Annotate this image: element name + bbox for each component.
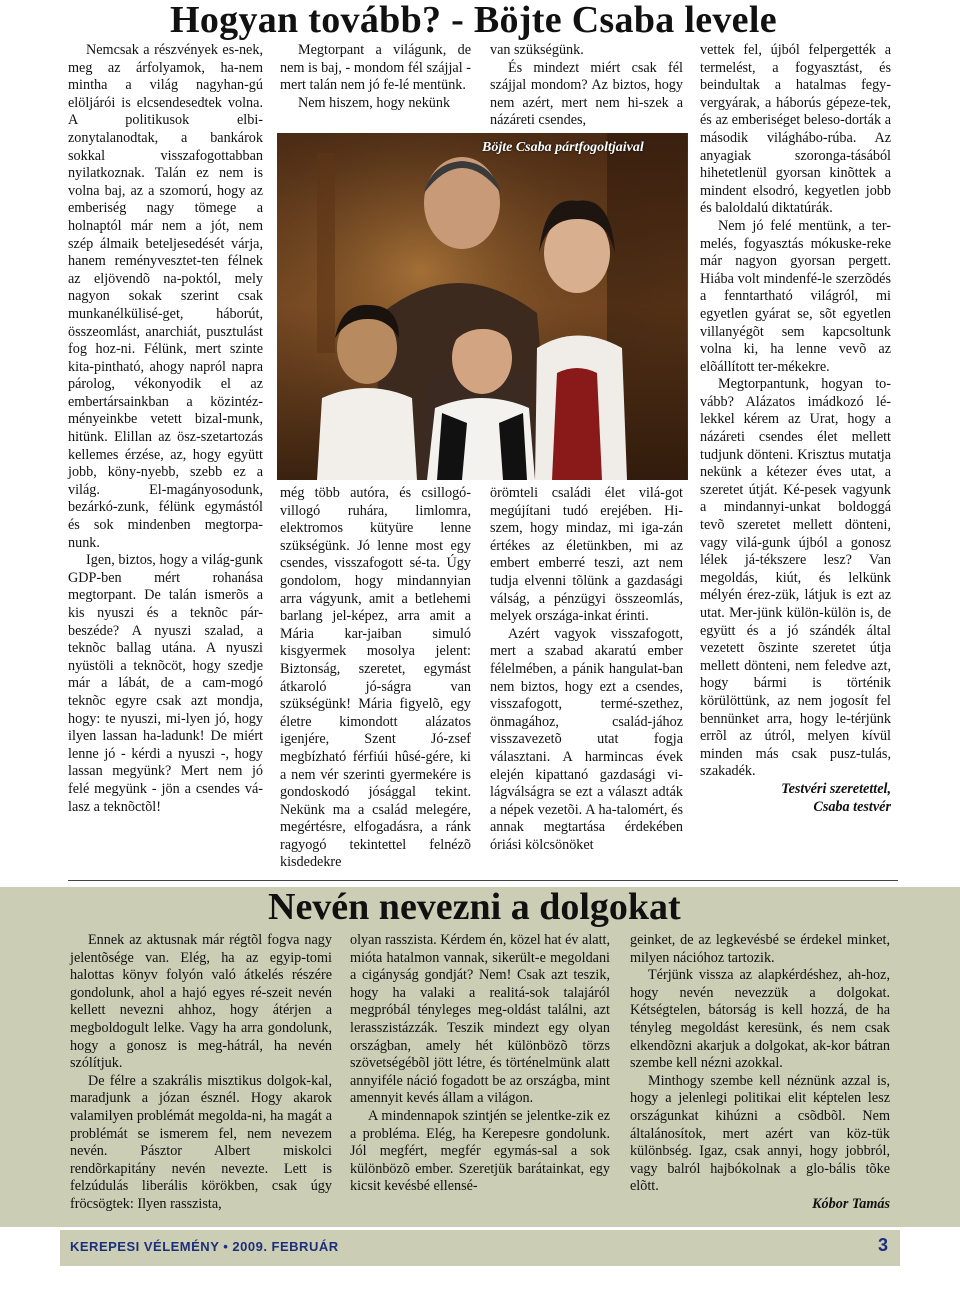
article2-title: Nevén nevezni a dolgokat [268, 886, 681, 928]
paragraph: Nem jó felé mentünk, a ter-melés, fogyasztás mókuske-reke már nagyon gyorsan pergett. Hiába volt mindenfé-le szerzõdés a fenntartható világról, mi egyetlen gyárat se, sõt egyetlen villanyégõt sem kapcsoltunk volna ki, ha lenne vevõ az elõállított ter-mékekre. [700, 217, 891, 375]
paragraph: És mindezt miért csak fél szájjal mondom? Az biztos, hogy nem azért, mert nem hi-szek a názáreti csendes, [490, 59, 683, 129]
article2-column-1 [70, 932, 332, 1214]
article1-column-3-bottom [490, 485, 683, 854]
publication-name: KEREPESI VÉLEMÉNY • 2009. FEBRUÁR [70, 1239, 339, 1254]
article1-column-4 [700, 42, 891, 816]
paragraph: Igen, biztos, hogy a világ-gunk GDP-ben mért rohanása megtorpant. De talán ismerõs a kis nyuszi és a teknõc pár-beszéde? A nyuszi szalad, a teknõc ballag utána. A nyuszi nyüstöli a teknõcöt, hogy szedje már a lábát, de a cam-mogó teknõc egyre csak azt mondja, hogy: te nyuszi, mi-lyen jó, hogy ilyen lassan ha-ladunk! De miért lenne jó - kérdi a nyuszi -, hogy lassan megyünk? Mert nem jó felé megyünk - jön a csendes vá-lasz a teknõctõl! [68, 552, 263, 815]
paragraph: Térjünk vissza az alapkérdéshez, ah-hoz, hogy nevén nevezzük a dolgokat. Kétségtelen, bátorság is kell hozzá, de ha tényleg megoldást keresünk, és nem csak elkendõzni akarjuk a dolgokat, ak-kor bátran szembe kell nézni azokkal. [630, 967, 890, 1072]
photo-illustration [277, 133, 688, 480]
page-number: 3 [878, 1235, 889, 1255]
paragraph: Azért vagyok visszafogott, mert a szabad akaratú ember félelmében, a pánik hangulat-ban nem biztos, hogy ezt a csendes, visszafogott, termé-szethez, önmagához, család-jához visszavezetõ utat fogja választani. A harmincas évek elején kipattanó gazdasági vi-lágválságra se ezt a választ adták a népek vezetõi. A ha-talomért, és annak megtartása érdekében óriási kölcsönöket [490, 625, 683, 853]
paragraph: Minthogy szembe kell néznünk azzal is, hogy a jelenlegi politikai elit képtelen lesz országunkat kihúzni a csõdbõl. Nem általánosítok, mert azért van köz-tük különbség. Igaz, csak annyi, hogy jobbról, vagy balról hajbókolnak a glo-bális tõke elõtt. [630, 1072, 890, 1195]
divider-rule [68, 880, 898, 881]
paragraph: Nemcsak a részvények es-nek, meg az árfolyamok, ha-nem mintha a világ nagyhan-gú elöljárói is elcsendesedtek volna. A politikusok elbi-zonytalanodtak, a bankárok sokkal visszafogottabban nyilatkoznak. Talán ez nem is volna baj, az a szomorú, hogy az emberiség nagy tömege a holnaptól már nem a jót, nem szép álmaik beteljesedését várja, hanem reményvesztet-ten félnek az eljövendõ na-poktól, mely nagyon sokak szerint csak munkanélkülisé-get, háborút, összeomlást, anarchiát, pusztulást fog hoz-ni. Félünk, mert szinte kita-pintható, ahogy napról napra párolog, vékonyodik el az embertársainkban a közintéz-ményeinkbe vetett bizal-munk, hitünk. Elillan az ösz-szetartozás kellemes érzése, az, hogy együtt jobb, köny-nyebb, szebb ez a világ. El-magányosodunk, bezárkó-zunk, félünk egymástól és sok mindenben megtorpa-nunk. [68, 42, 263, 551]
paragraph: Nem hiszem, hogy nekünk [298, 94, 451, 111]
paragraph: De félre a szakrális misztikus dolgok-kal, maradjunk a józan észnél. Hogy akarok valamilyen problémát megolda-ni, ha magát a problémát se ismerem fel, nem nevezem nevén. Pásztor Albert miskolci rendõrkapitány nevén nevezte. Lett is felzúdulás liberális körökben, csak úgy fröcsögtek: Ilyen rasszista, [70, 1072, 332, 1212]
paragraph: geinket, de az legkevésbé se érdekel minket, milyen nációhoz tartozik. [630, 932, 890, 966]
paragraph: örömteli családi élet vilá-got megújítani tudó erejében. Hi-szem, hogy mindaz, mi iga-zán értékes az életünkben, mi az embert emberré teszi, azt nem tudja elvenni tõlünk a gazdasági válság, a pénzügyi összeomlás, melyek országa-inkat érinti. [490, 485, 683, 625]
signature-line-1: Testvéri szeretettel, [781, 780, 891, 797]
author-name: Kóbor Tamás [812, 1195, 890, 1212]
article2-column-3 [630, 932, 890, 1214]
paragraph: vettek fel, újból felpergették a termelést, a fogyasztást, és beindultak a hatalmas fegy-vergyárak, a háborús gépeze-tek, és az emberiséget beleso-dorták a második világhábo-rúba. Az anyagiak szoronga-tásából hihetetlenül gyorsan kinõttek a mindent elsodró, kegyetlen jobb és baloldalú diktatúrák. [700, 42, 891, 217]
paragraph: van szükségünk. [490, 42, 584, 58]
article1-column-1 [68, 42, 263, 816]
article2-column-2 [350, 932, 610, 1196]
paragraph: Ennek az aktusnak már régtõl fogva nagy jelentõsége van. Elég, ha az egyip-tomi halottas könyv folyón való átkelés részére gondolunk, ahol a hajó egyes ré-szeit nevén kellett nevezni ahhoz, hogy átérjen a megboldogult lelke. Vagy ha arra gondolunk, hogy a gonosz is meg-hátrál, ha nevén szólítjuk. [70, 932, 332, 1072]
paragraph: Megtorpant a világunk, de nem is baj, - mondom fél szájjal - mert talán nem jó fe-lé mentünk. [280, 42, 471, 94]
paragraph: olyan rasszista. Kérdem én, közel hat év alatt, mióta hatalmon vannak, sikerült-e megoldani a cigányság gondját? Nem! Csak azt teszik, hogy ha valaki a realitá-sok talajáról megpróbál tényleges meg-oldást találni, azt lerasszistázzák. Teszik mindezt egy olyan országban, amely hét különbözõ törzs szövetségébõl jött létre, és történelmünk alatt annyiféle náció fogadott be az országba, mint amennyit kevés állam a világon. [350, 932, 611, 1107]
paragraph: Megtorpantunk, hogyan to-vább? Alázatos imádkozó lé-lekkel kérem az Urat, hogy a názáreti csendes élet mellett tudjunk dönteni. Krisztus mutatja nekünk a kétezer éves utat, a szeretet útját. Ké-pesek vagyunk a mindannyi-unkat boldoggá tevõ szeretet mellett dönteni, vagy vilá-gunk újból a gonosz lélek já-tékszere lesz? Van megoldás, kiút, és lelkünk mélyén érez-zük, látjuk is ezt az utat. Mer-jünk külön-külön is, de együtt és a jó szándék által vezetett õszinte szeretet útja mellett dönteni, nem feledve azt, hogy bármi is történik körülöttünk, az nem jogosít fel bennünket arra, hogy le-térjünk errõl az útról, melyen kívül minden más csak pusz-tulás, szakadék. [700, 376, 891, 780]
paragraph: A mindennapok szintjén se jelentke-zik ez a probléma. Elég, ha Kerepesre gondolunk. Jól megfért, megfér egymás-sal a sok különbözõ ember. Szeretjük barátainkat, egy kicsit kevésbé ellensé- [350, 1107, 610, 1195]
article1-column-3-top [490, 42, 683, 130]
article1-column-2-bottom [280, 485, 471, 872]
signature-line-2: Csaba testvér [813, 798, 891, 815]
article-photo [277, 133, 688, 480]
paragraph: még több autóra, és csillogó-villogó ruhára, limlomra, elektromos kütyüre lenne szükségünk. Jó lenne most egy csendes, visszafogott sé-ta. Úgy gondolom, hogy mindannyian arra vágyunk, amit a betlehemi barlang jel-képez, arra amit a Mária kar-jaiban simuló kisgyermek mosolya jelent: Biztonság, szeretet, egymást átkaroló jó-ságra van szükségünk! Mária figyelõ, egy életre kimondott alázatos igenjére, Szent Jó-zsef megbízható férfiúi hûsé-gére, ki a nem vér szerinti gyermekére is gondoskodó jósággal tekint. Nekünk ma a család melegére, megértésre, elfogadásra, a ránk ragyogó tekintettel felnézõ kisdedekre [280, 485, 471, 871]
photo-caption: Böjte Csaba pártfogoltjaival [482, 140, 644, 155]
article-title: Hogyan tovább? - Böjte Csaba levele [170, 0, 777, 41]
article1-column-2-top [280, 42, 471, 112]
